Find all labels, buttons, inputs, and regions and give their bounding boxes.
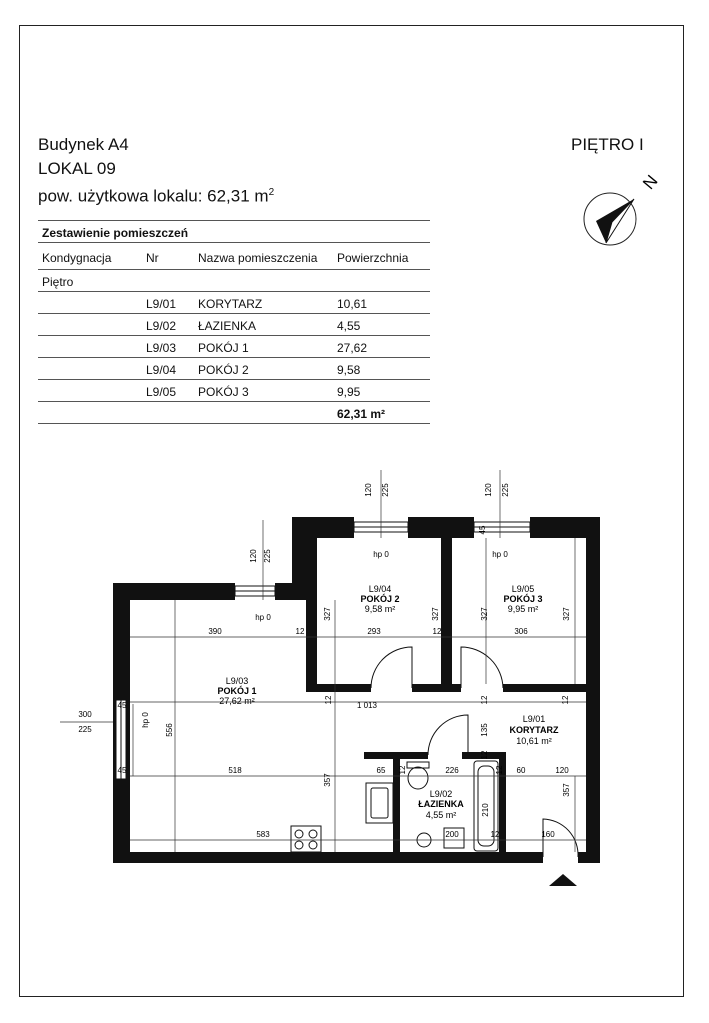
total-area: 62,31 m²	[337, 407, 386, 421]
dim-text: 225	[381, 483, 390, 497]
wall-pokoj2-south-b	[412, 684, 461, 692]
walls	[113, 517, 600, 863]
dim-text: 12	[480, 750, 489, 760]
usable-area-text: pow. użytkowa lokalu: 62,31 m	[38, 186, 269, 206]
table-cell-nr: L9/02	[146, 319, 177, 333]
table-cell-nr: L9/05	[146, 385, 177, 399]
room-area-pokoj1: 27,62 m²	[219, 696, 255, 706]
dim-text: 556	[165, 723, 174, 737]
room-nr-lazienka: L9/02	[429, 789, 453, 799]
table-cell-nr: L9/04	[146, 363, 177, 377]
col-header-name: Nazwa pomieszczenia	[198, 251, 318, 265]
dim-text: 120	[484, 483, 493, 497]
dim-text: 45	[117, 766, 127, 775]
dim-text: 518	[228, 766, 242, 775]
wall-pokoj2-pokoj3	[441, 538, 452, 690]
dim-text: 327	[323, 607, 332, 621]
table-cell-area: 27,62	[337, 341, 368, 355]
hp-pokoj3: hp 0	[492, 550, 508, 559]
dim-text: 12	[398, 765, 407, 775]
dim-text: 210	[481, 803, 490, 817]
dim-text: 120	[555, 766, 569, 775]
dim-text: 45	[117, 701, 127, 710]
room-area-pokoj2: 9,58 m²	[364, 604, 396, 614]
wall-west-lower	[113, 779, 130, 863]
table-cell-area: 10,61	[337, 297, 368, 311]
entrance-arrow-icon	[549, 874, 577, 886]
dim-text: 225	[263, 549, 272, 563]
dim-text: 120	[249, 549, 258, 563]
dim-text: 12	[490, 830, 500, 839]
hp-pokoj1-west: hp 0	[141, 712, 150, 728]
room-name-korytarz: KORYTARZ	[509, 725, 559, 735]
wall-south	[113, 852, 543, 863]
table-cell-name: POKÓJ 3	[198, 385, 249, 399]
dim-text: 12	[495, 765, 504, 775]
room-area-lazienka: 4,55 m²	[425, 810, 457, 820]
wall-north-pokoj1-a	[113, 583, 235, 600]
dim-text: 12	[561, 695, 570, 705]
table-cell-name: POKÓJ 1	[198, 341, 249, 355]
room-name-pokoj1: POKÓJ 1	[217, 686, 257, 696]
dim-text: 225	[501, 483, 510, 497]
floor-label: PIĘTRO I	[571, 135, 644, 154]
table-cell-nr: L9/01	[146, 297, 177, 311]
dim-text: 293	[367, 627, 381, 636]
room-nr-pokoj2: L9/04	[368, 584, 392, 594]
table-cell-name: ŁAZIENKA	[198, 319, 257, 333]
dim-text: 327	[431, 607, 440, 621]
wall-bath-north	[364, 752, 428, 759]
dim-text: 60	[516, 766, 526, 775]
wall-south-b	[578, 852, 600, 863]
dim-text: 226	[445, 766, 459, 775]
dim-text: 225	[78, 725, 92, 734]
table-title: Zestawienie pomieszczeń	[42, 226, 189, 240]
dim-text: 12	[295, 627, 305, 636]
hp-pokoj2: hp 0	[373, 550, 389, 559]
dim-text: 135	[480, 723, 489, 737]
dim-text: 327	[480, 607, 489, 621]
col-header-nr: Nr	[146, 251, 159, 265]
room-name-lazienka: ŁAZIENKA	[418, 799, 464, 809]
dim-text: 12	[480, 695, 489, 705]
dim-text: 12	[324, 695, 333, 705]
room-area-pokoj3: 9,95 m²	[507, 604, 539, 614]
table-cell-name: POKÓJ 2	[198, 363, 249, 377]
dim-text: 390	[208, 627, 222, 636]
north-label: N	[639, 171, 662, 194]
table-cell-name: KORYTARZ	[198, 297, 263, 311]
table-cell-area: 9,58	[337, 363, 361, 377]
dim-text: 120	[364, 483, 373, 497]
dim-text: 1 013	[356, 701, 378, 710]
dim-text: 357	[562, 783, 571, 797]
stove-icon	[291, 826, 321, 852]
room-nr-pokoj1: L9/03	[225, 676, 249, 686]
building-label: Budynek A4	[38, 135, 129, 154]
room-name-pokoj3: POKÓJ 3	[503, 594, 543, 604]
dim-text: 45	[478, 525, 487, 535]
col-header-level: Kondygnacja	[42, 251, 112, 265]
dim-text: 327	[562, 607, 571, 621]
toilet-icon	[408, 767, 428, 789]
door-pokoj3	[461, 647, 503, 688]
wall-north-pokoj2-a	[292, 517, 354, 538]
dim-text: 306	[514, 627, 528, 636]
sink-icon	[366, 783, 393, 823]
hp-pokoj1-north: hp 0	[255, 613, 271, 622]
wall-north-between	[408, 517, 474, 538]
table-cell-area: 9,95	[337, 385, 361, 399]
level-name: Piętro	[42, 275, 74, 289]
dim-text: 200	[445, 830, 459, 839]
dim-text: 65	[376, 766, 386, 775]
room-nr-korytarz: L9/01	[522, 714, 546, 724]
dim-text: 357	[323, 773, 332, 787]
wall-pokoj2-west	[306, 538, 317, 690]
table-cell-nr: L9/03	[146, 341, 177, 355]
table-cell-area: 4,55	[337, 319, 361, 333]
door-pokoj2	[371, 647, 412, 688]
col-header-area: Powierzchnia	[337, 251, 409, 265]
unit-label: LOKAL 09	[38, 159, 116, 178]
compass-icon	[584, 193, 636, 245]
wall-pokoj2-south-a	[306, 684, 371, 692]
usable-area-unit-sup: 2	[268, 187, 275, 198]
dim-text: 583	[256, 830, 270, 839]
dim-text: 12	[432, 627, 442, 636]
dim-text: 160	[541, 830, 555, 839]
door-bathroom	[428, 715, 468, 755]
dim-text: 300	[78, 710, 92, 719]
room-nr-pokoj3: L9/05	[511, 584, 535, 594]
wall-pokoj3-south	[503, 684, 600, 692]
room-area-korytarz: 10,61 m²	[516, 736, 552, 746]
room-name-pokoj2: POKÓJ 2	[360, 594, 400, 604]
